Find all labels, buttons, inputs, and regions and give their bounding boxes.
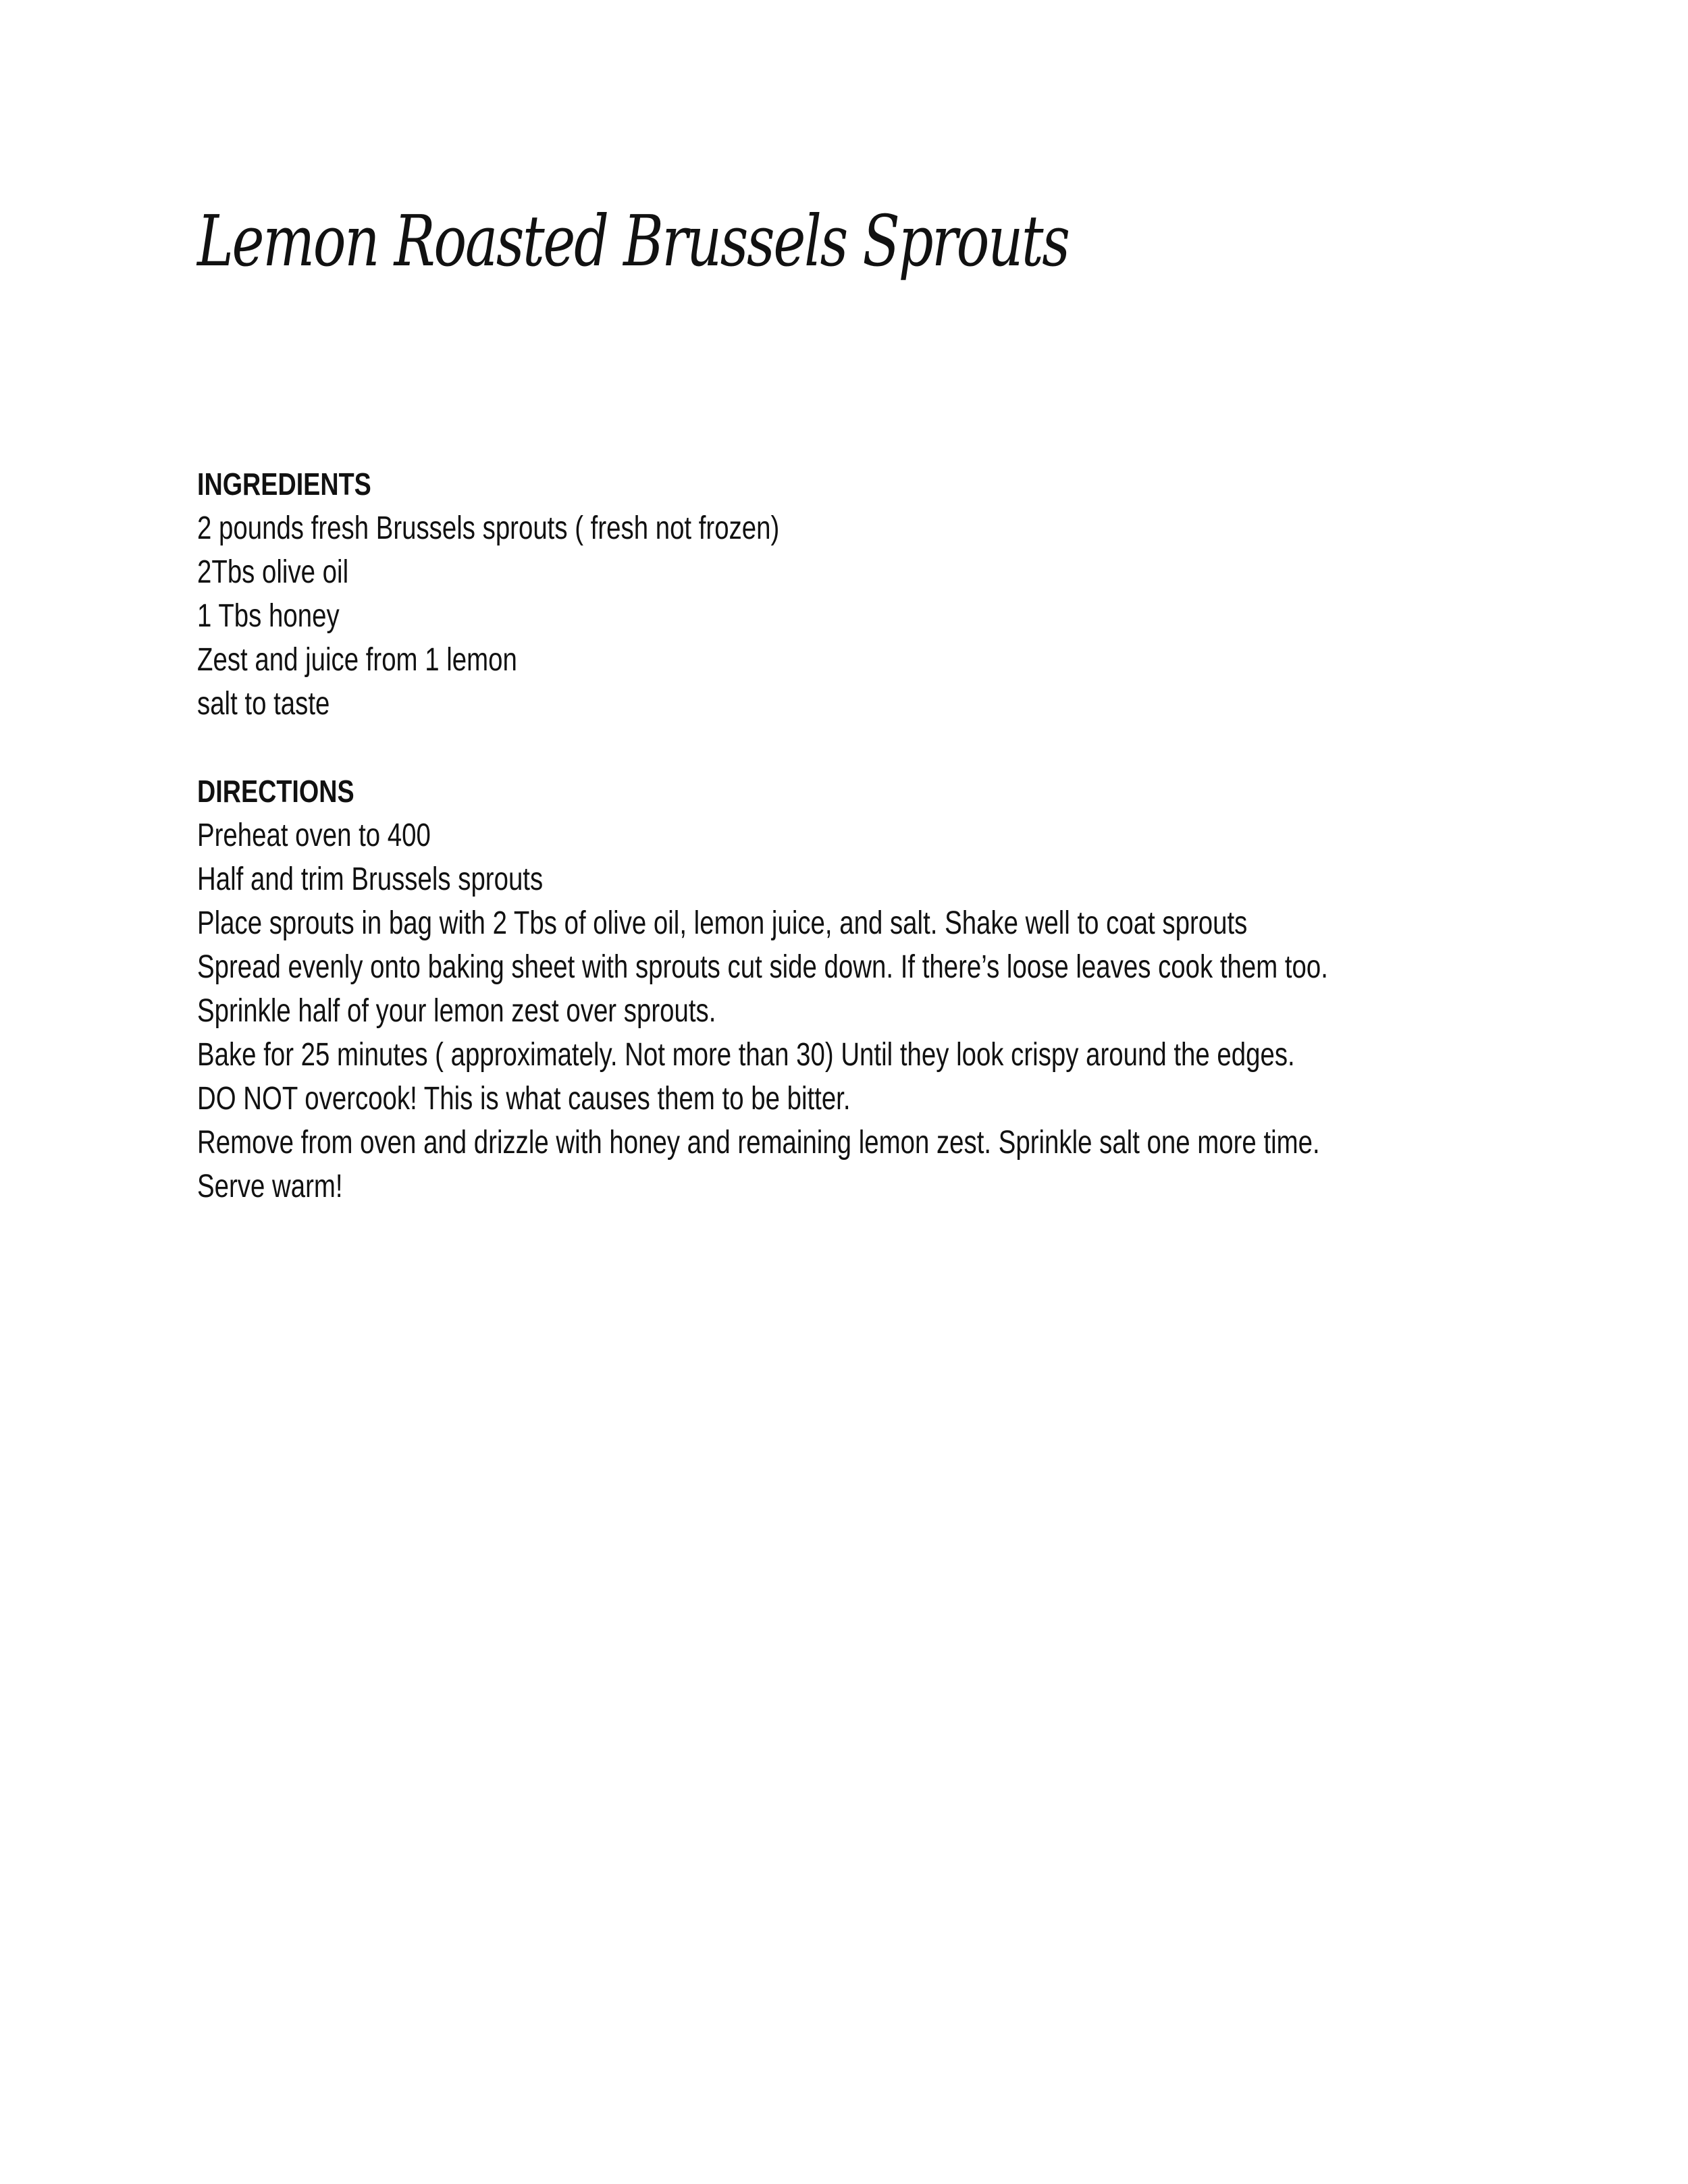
section-spacer (197, 726, 1548, 770)
direction-step: Spread evenly onto baking sheet with sprouts cut side down. If there’s loose leaves cook them too. (197, 949, 1328, 985)
ingredients-list (197, 506, 1548, 726)
direction-step: Bake for 25 minutes ( approximately. Not more than 30) Until they look crispy around the edges. (197, 1037, 1295, 1073)
direction-step: Sprinkle half of your lemon zest over sprouts. (197, 993, 716, 1029)
ingredient-item: Zest and juice from 1 lemon (197, 642, 517, 678)
ingredient-item: 1 Tbs honey (197, 598, 340, 634)
direction-step: DO NOT overcook! This is what causes them to be bitter. (197, 1081, 851, 1117)
recipe-content (197, 462, 1548, 1208)
ingredients-heading: INGREDIENTS (197, 467, 371, 502)
directions-heading: DIRECTIONS (197, 774, 354, 809)
ingredient-item: 2Tbs olive oil (197, 554, 349, 590)
direction-step: Serve warm! (197, 1169, 343, 1204)
recipe-title: Lemon Roasted Brussels Sprouts (197, 200, 1069, 282)
direction-step: Place sprouts in bag with 2 Tbs of olive oil, lemon juice, and salt. Shake well to coat sprouts (197, 905, 1248, 941)
ingredient-item: 2 pounds fresh Brussels sprouts ( fresh not frozen) (197, 510, 780, 546)
direction-step: Remove from oven and drizzle with honey and remaining lemon zest. Sprinkle salt one more time. (197, 1125, 1320, 1161)
direction-step: Half and trim Brussels sprouts (197, 861, 544, 897)
directions-list (197, 814, 1548, 1208)
ingredient-item: salt to taste (197, 686, 330, 722)
direction-step: Preheat oven to 400 (197, 818, 431, 853)
